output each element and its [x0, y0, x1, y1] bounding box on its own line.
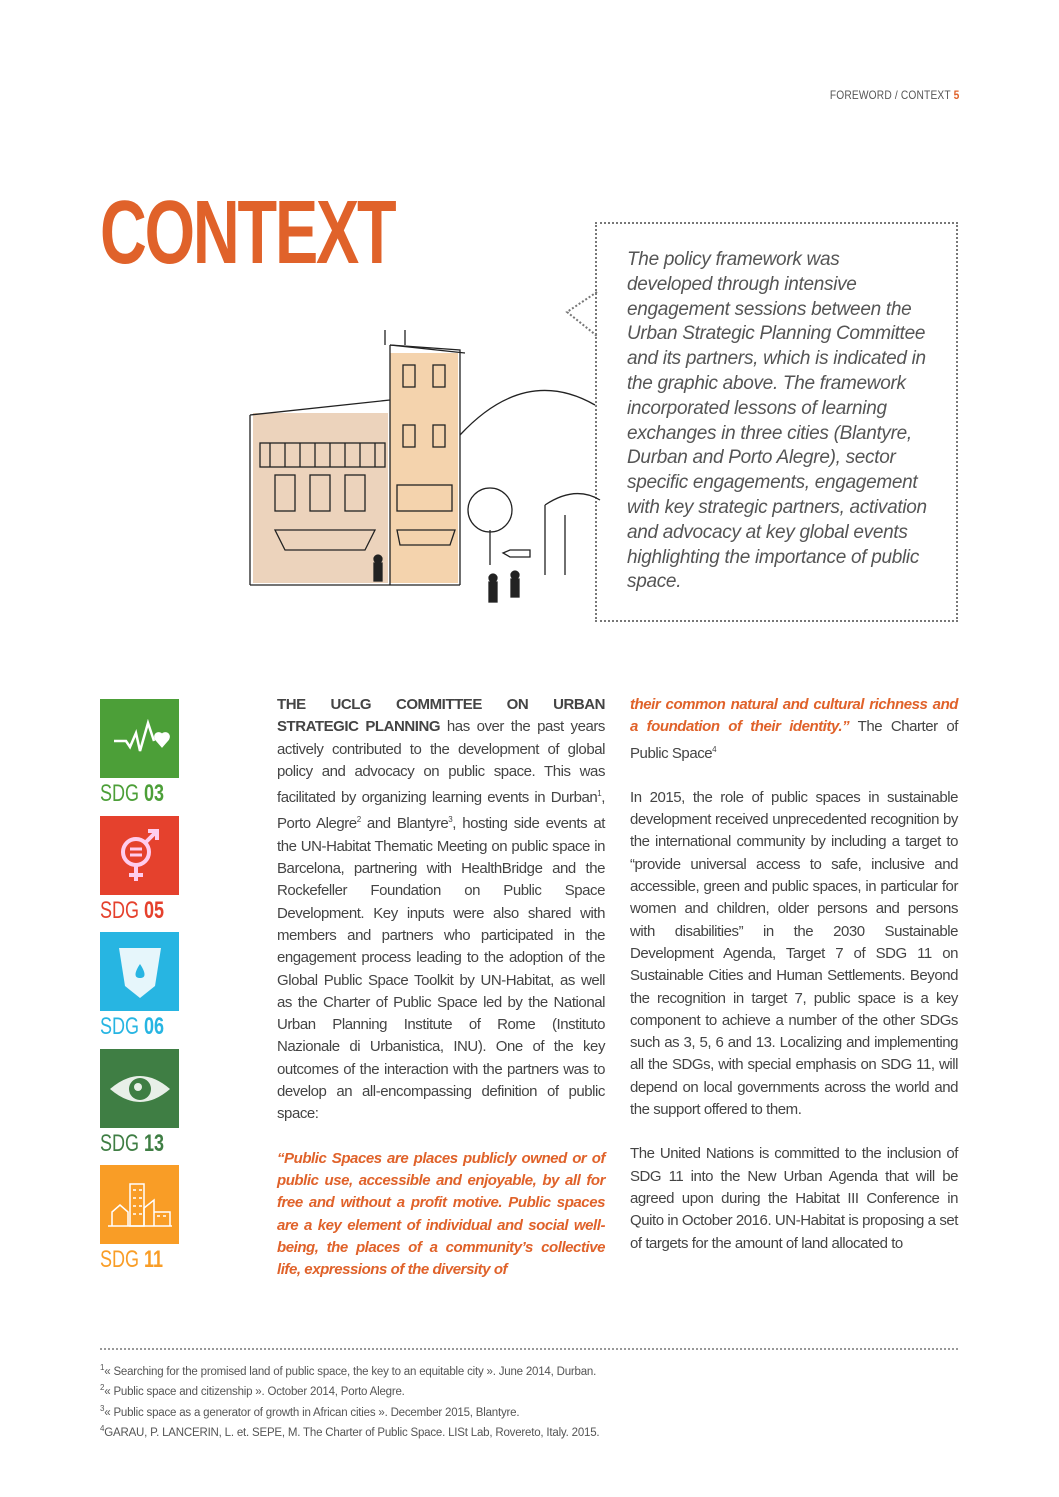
public-space-definition-quote: “Public Spaces are places publicly owned or of public use, accessible and enjoyable, by all for free and without a profit motive. Public spaces are a key element of individual and social well-being, the places of a community’s collective life, expressions of the diversity of [277, 1149, 605, 1279]
sdg-06: SDG 06 [100, 932, 185, 1041]
page-title: CONTEXT [100, 183, 395, 283]
sdg-11: SDG 11 [100, 1165, 184, 1274]
body-column-1 [277, 694, 605, 1303]
city-icon [100, 1165, 179, 1244]
new-urban-agenda-paragraph: The United Nations is committed to the inclusion of SDG 11 into the New Urban Agenda that will be agreed upon during the Habitat III Conference in Quito in October 2016. UN-Habitat is proposing a set of targets for the amount of land allocated to [630, 1145, 958, 1252]
eye-globe-icon [100, 1049, 179, 1128]
running-head: FOREWORD / CONTEXT 5 [829, 88, 959, 102]
footnote: $^3$« Public space as a generator of growth in African cities ». December 2015, Blantyre. [100, 1403, 520, 1419]
sdg-03: SDG 03 [100, 699, 185, 808]
footnote: $^4$GARAU, P. LANCERIN, L. et. SEPE, M. The Charter of Public Space. LISt Lab, Rovereto, Italy. 2015. [100, 1423, 600, 1439]
street-sketch-illustration [245, 325, 605, 625]
footnotes [100, 1360, 599, 1441]
footnote: $^2$« Public space and citizenship ». October 2014, Porto Alegre. [100, 1383, 405, 1399]
page-number: 5 [953, 88, 959, 102]
body-column-2 [630, 694, 958, 1277]
intro-paragraph: THE UCLG COMMITTEE ON URBAN STRATEGIC PLANNING has over the past years actively contributed to the development of global policy and advocacy on public space. This was facilitated by organizing learning events in Durban$^1$, Porto Alegre$^2$ and Blantyre$^3$, hosting side events at the UN-Habitat Thematic Meeting on public space in Barcelona, partnering with HealthBridge and the Rockefeller Foundation on Public Space Development. Key inputs were also shared with members and partners who participated in the engagement process leading to the adoption of the Global Public Space Toolkit by UN-Habitat, as well as the Charter of Public Space led by the National Urban Planning Institute of Rome (Instituto Nazionale di Urbanistica, INU). One of the key outcomes of the interaction with the partners was to develop an all-encompassing definition of public space: [277, 696, 605, 1123]
sdg-05: SDG 05 [100, 816, 185, 925]
sdg-paragraph: In 2015, the role of public spaces in sustainable development received unprecedented recognition by the international community by including a target to “provide universal access to safe, inclusive and accessible, green and public spaces, in particular for women and children, older persons and persons with disabilities” in the 2030 Sustainable Development Agenda, Target 7 of SDG 11 on Sustainable Cities and Human Settlements. Beyond the recognition in target 7, public space is a key component to achieve a number of the other SDGs such as 3, 5, 6 and 13. Localizing and implementing all the SDGs, with special emphasis on SDG 11, will depend on local governments across the world and the support offered to them. [630, 788, 958, 1119]
sdg-13: SDG 13 [100, 1049, 185, 1158]
heartbeat-icon [100, 699, 179, 778]
gender-equality-icon [100, 816, 179, 895]
callout-box: The policy framework was developed through intensive engagement sessions between the Urban Strategic Planning Committee and its partners, which is indicated in the graphic above. The framework incorporated lessons of learning exchanges in three cities (Blantyre, Durban and Porto Alegre), sector specific engagements, engagement with key strategic partners, activation and advocacy at key global events highlighting the importance of public space. [595, 222, 958, 622]
footnote-divider [100, 1348, 958, 1350]
water-drop-icon [100, 932, 179, 1011]
quote-continuation: their common natural and cultural richness and a foundation of their identity.” The Charter of Public Space$^4$ [630, 696, 959, 762]
footnote: $^1$« Searching for the promised land of public space, the key to an equitable city ». June 2014, Durban. [100, 1363, 597, 1378]
